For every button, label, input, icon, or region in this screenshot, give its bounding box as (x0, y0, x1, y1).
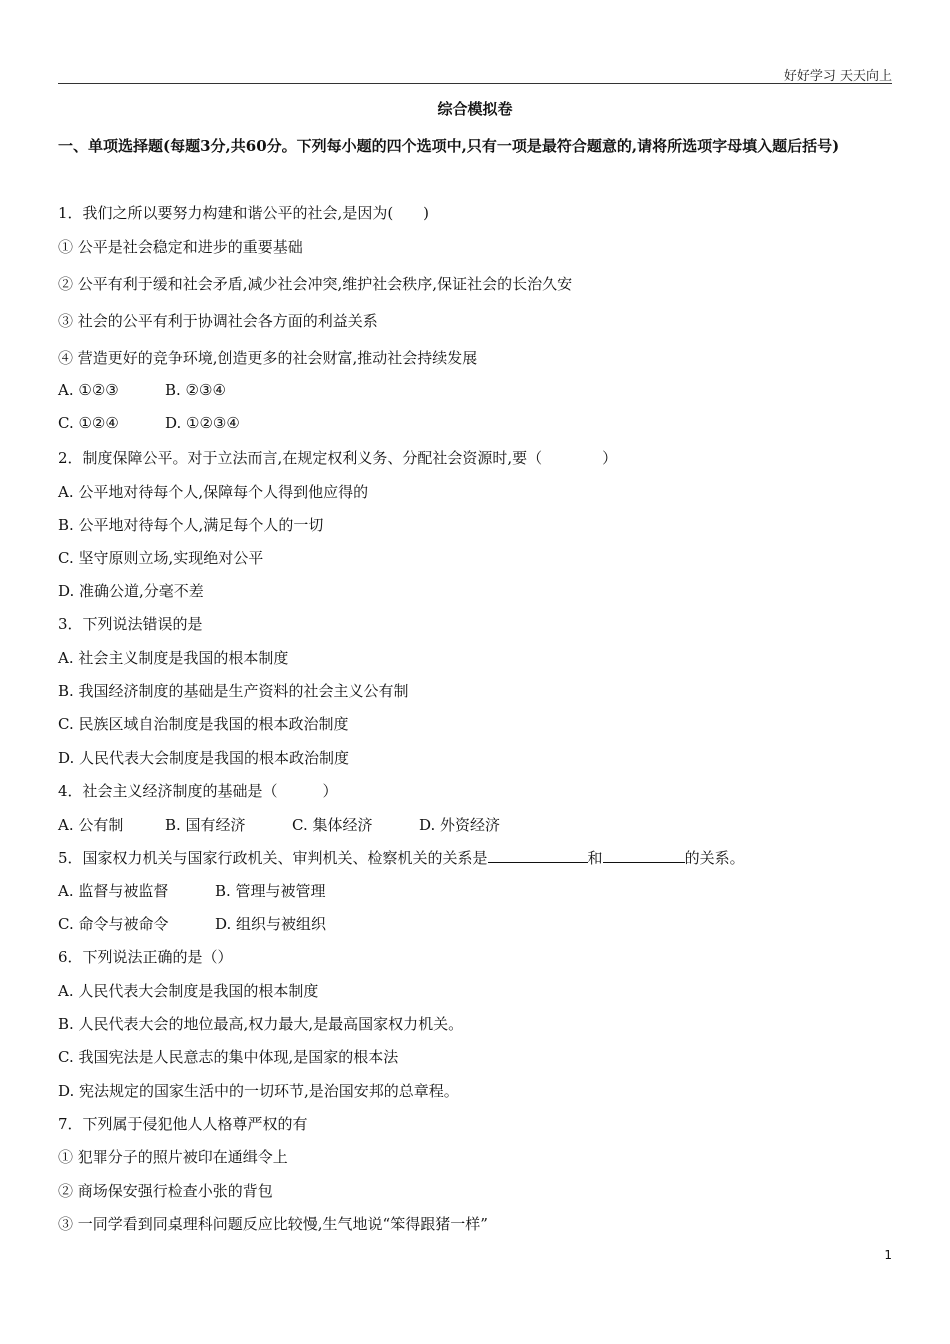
q2-option-d: D. 准确公道,分毫不差 (58, 582, 204, 600)
page-title: 综合模拟卷 (437, 100, 513, 118)
q5-blank-1 (488, 848, 588, 863)
q5-stem-part-3: 的关系。 (684, 849, 745, 867)
q7-statement-3: ③ 一同学看到同桌理科问题反应比较慢,生气地说“笨得跟猪一样” (58, 1215, 488, 1233)
page-number: 1 (884, 1248, 892, 1262)
q4-option-d: D. 外资经济 (419, 816, 501, 834)
q3-option-b: B. 我国经济制度的基础是生产资料的社会主义公有制 (58, 682, 409, 700)
q5-option-d: D. 组织与被组织 (215, 915, 327, 933)
q7-statement-2: ② 商场保安强行检查小张的背包 (58, 1182, 273, 1200)
q2-option-c: C. 坚守原则立场,实现绝对公平 (58, 549, 264, 567)
q6-option-d: D. 宪法规定的国家生活中的一切环节,是治国安邦的总章程。 (58, 1082, 459, 1100)
q4-option-b: B. 国有经济 (165, 816, 246, 834)
q6-option-b: B. 人民代表大会的地位最高,权力最大,是最高国家权力机关。 (58, 1015, 464, 1033)
q1-stem: 1．我们之所以要努力构建和谐公平的社会,是因为( ) (58, 204, 430, 222)
q5-option-c: C. 命令与被命令 (58, 915, 169, 933)
q7-stem: 7．下列属于侵犯他人人格尊严权的有 (58, 1115, 308, 1133)
q6-stem: 6．下列说法正确的是（） (58, 948, 233, 966)
q5-stem-part-1: 5．国家权力机关与国家行政机关、审判机关、检察机关的关系是 (58, 849, 488, 867)
q5-option-b: B. 管理与被管理 (215, 882, 326, 900)
q1-statement-4: ④ 营造更好的竞争环境,创造更多的社会财富,推动社会持续发展 (58, 349, 478, 367)
q1-option-d: D. ①②③④ (165, 414, 240, 432)
q1-option-a: A. ①②③ (58, 381, 119, 399)
section-heading: 一、单项选择题(每题3分,共60分。下列每小题的四个选项中,只有一项是最符合题意的,请将所选项字母填入题后括号) (58, 137, 840, 155)
q4-options-row (58, 814, 892, 835)
q5-options-row-1 (58, 880, 892, 901)
q4-stem: 4．社会主义经济制度的基础是（ ） (58, 782, 338, 800)
q3-stem: 3．下列说法错误的是 (58, 615, 203, 633)
header-motto: 好好学习 天天向上 (783, 69, 892, 84)
header-rule (58, 83, 892, 84)
q7-statement-1: ① 犯罪分子的照片被印在通缉令上 (58, 1148, 288, 1166)
q6-option-a: A. 人民代表大会制度是我国的根本制度 (58, 982, 319, 1000)
q1-option-c: C. ①②④ (58, 414, 119, 432)
q5-blank-2 (603, 848, 685, 863)
q3-option-d: D. 人民代表大会制度是我国的根本政治制度 (58, 749, 350, 767)
q2-option-a: A. 公平地对待每个人,保障每个人得到他应得的 (58, 483, 369, 501)
q4-option-a: A. 公有制 (58, 816, 124, 834)
q2-option-b: B. 公平地对待每个人,满足每个人的一切 (58, 516, 324, 534)
q3-option-a: A. 社会主义制度是我国的根本制度 (58, 649, 289, 667)
q1-options-row-1 (58, 381, 892, 399)
q1-statement-1: ① 公平是社会稳定和进步的重要基础 (58, 238, 303, 256)
q3-option-c: C. 民族区域自治制度是我国的根本政治制度 (58, 715, 349, 733)
q1-options-row-2 (58, 414, 892, 432)
q5-options-row-2 (58, 913, 892, 934)
q6-option-c: C. 我国宪法是人民意志的集中体现,是国家的根本法 (58, 1048, 399, 1066)
q1-statement-3: ③ 社会的公平有利于协调社会各方面的利益关系 (58, 312, 378, 330)
q1-option-b: B. ②③④ (165, 381, 226, 399)
q4-option-c: C. 集体经济 (292, 816, 373, 834)
q5-stem (58, 847, 892, 868)
q5-stem-part-2: 和 (587, 849, 603, 867)
q2-stem: 2．制度保障公平。对于立法而言,在规定权利义务、分配社会资源时,要（ ） (58, 449, 618, 467)
q5-option-a: A. 监督与被监督 (58, 882, 169, 900)
q1-statement-2: ② 公平有利于缓和社会矛盾,减少社会冲突,维护社会秩序,保证社会的长治久安 (58, 275, 573, 293)
